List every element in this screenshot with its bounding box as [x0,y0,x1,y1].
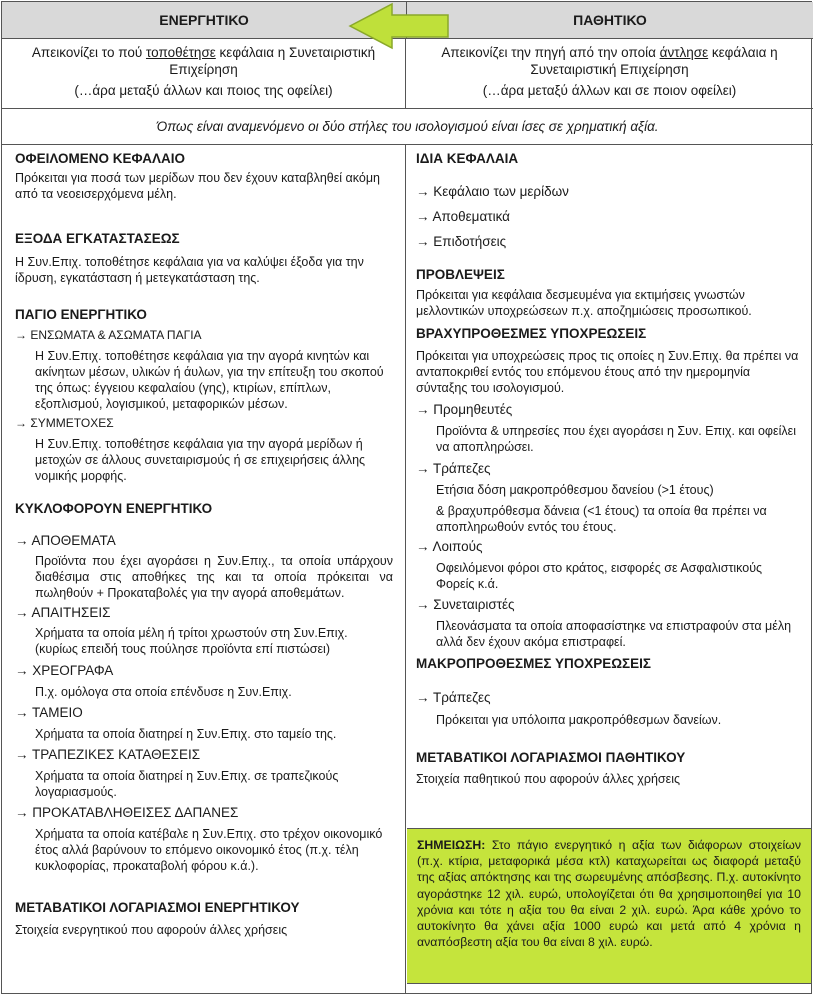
subsection-text: Η Συν.Επιχ. τοποθέτησε κεφάλαια για την αγορά μερίδων ή μετοχών σε άλλους συνεταιρισμούς ή σε επιχειρήσεις άλλης νομικής μορφής. [35,437,366,483]
section-title: ΜΕΤΑΒΑΤΙΚΟΙ ΛΟΓΑΡΙΑΣΜΟΙ ΕΝΕΡΓΗΤΙΚΟΥ [15,900,300,915]
list-item: → Κεφάλαιο των μερίδων [416,184,569,199]
subsection-title: → Λοιπούς [416,539,483,554]
section-title: ΠΡΟΒΛΕΨΕΙΣ [416,267,505,282]
green-left-arrow-icon [348,2,452,52]
list-item: → Αποθεματικά [416,209,510,224]
section-text: Πρόκειται για κεφάλαια δεσμευμένα για εκτιμήσεις γνωστών μελλοντικών υποχρεώσεων π.χ. αποζημιώσεις προσωπικού. [416,288,752,318]
subsection-text: Οφειλόμενοι φόροι στο κράτος, εισφορές σε Ασφαλιστικούς Φορείς κ.ά. [436,561,763,591]
section-title: ΙΔΙΑ ΚΕΦΑΛΑΙΑ [416,151,519,166]
liabilities-description-sub: (…άρα μεταξύ άλλων και σε ποιον οφείλει) [482,83,737,98]
subsection-text: Η Συν.Επιχ. τοποθέτησε κεφάλαια για την αγορά κινητών και ακίνητων μέσων, υλικών ή άυλων, για την επίτευξη του σκοπού της όπως: έγγειου κεφαλαίου (γης), κτιρίων, επίπλων, εξοπλισμού, λογισμικού, μεταφορικών μέσων. [35,349,384,411]
assets-description: Απεικονίζει το πού τοποθέτησε κεφάλαια η Συνεταιριστική Επιχείρηση (…άρα μεταξύ άλλων και ποιος της οφείλει) [2,38,406,108]
subsection-text: Π.χ. ομόλογα στα οποία επένδυσε η Συν.Επιχ. [35,685,292,699]
section-title: ΕΞΟΔΑ ΕΓΚΑΤΑΣΤΑΣΕΩΣ [15,231,180,246]
section-title: ΜΕΤΑΒΑΤΙΚΟΙ ΛΟΓΑΡΙΑΣΜΟΙ ΠΑΘΗΤΙΚΟΥ [416,750,686,765]
section-title: ΚΥΚΛΟΦΟΡΟΥΝ ΕΝΕΡΓΗΤΙΚΟ [15,501,213,516]
subsection-text: Ετήσια δόση μακροπρόθεσμου δανείου (>1 έτους) [436,483,714,497]
subsection-title: → ΤΡΑΠΕΖΙΚΕΣ ΚΑΤΑΘΕΣΕΙΣ [15,747,201,762]
subsection-title: → Τράπεζες [416,690,491,705]
section-text: Πρόκειται για υποχρεώσεις προς τις οποίες η Συν.Επιχ. θα πρέπει να ανταποκριθεί εντός του επόμενου έτους από την ημερομηνία σύνταξης του ισολογισμού. [416,349,799,395]
liabilities-description: Απεικονίζει την πηγή από την οποία άντλησε κεφάλαια η Συνεταιριστική Επιχείρηση (…άρα μεταξύ άλλων και σε ποιον οφείλει) [406,38,813,108]
section-text: Στοιχεία ενεργητικού που αφορούν άλλες χρήσεις [15,923,288,937]
subsection-text: Προϊόντα & υπηρεσίες που έχει αγοράσει η Συν. Επιχ. και οφείλει να αποπληρώσει. [436,424,796,454]
assets-header: ΕΝΕΡΓΗΤΙΚΟ [2,2,407,38]
subsection-text: Χρήματα τα οποία διατηρεί η Συν.Επιχ. σε τραπεζικούς λογαριασμούς. [35,769,339,799]
section-text: Στοιχεία παθητικού που αφορούν άλλες χρήσεις [416,772,681,786]
section-text: Πρόκειται για ποσά των μερίδων που δεν έχουν καταβληθεί ακόμη από τα νεοεισερχόμενα μέλη. [15,171,380,201]
subsection-title: → ΧΡΕΟΓΡΑΦΑ [15,663,114,678]
note-label: ΣΗΜΕΙΩΣΗ: [417,838,486,852]
subsection-title: → Προμηθευτές [416,402,513,417]
subsection-text: Χρήματα τα οποία κατέβαλε η Συν.Επιχ. στο τρέχον οικονομικό έτος αλλά βαρύνουν το επόμενο οικονομικό έτος (π.χ. τέλη κυκλοφορίας, προκαταβολή φόρου κ.ά.). [35,827,383,873]
assets-column [2,144,406,993]
section-title: ΟΦΕΙΛΟΜΕΝΟ ΚΕΦΑΛΑΙΟ [15,151,185,166]
section-text: Η Συν.Επιχ. τοποθέτησε κεφάλαια για να καλύψει έξοδα για την ίδρυση, εγκατάσταση ή μετεγκατάσταση της. [15,255,364,285]
underlined-word: τοποθέτησε [145,45,216,60]
subsection-title: → Τράπεζες [416,461,491,476]
liabilities-header: ΠΑΘΗΤΙΚΟ [407,2,813,38]
section-title: ΠΑΓΙΟ ΕΝΕΡΓΗΤΙΚΟ [15,307,147,322]
subsection-title: → ΣΥΜΜΕΤΟΧΕΣ [15,416,114,430]
balance-sheet-page [1,1,812,994]
subsection-title: → ΑΠΟΘΕΜΑΤΑ [15,533,116,548]
subsection-title: → ΑΠΑΙΤΗΣΕΙΣ [15,605,111,620]
subsection-text: Πλεονάσματα τα οποία αποφασίστηκε να επιστραφούν στα μέλη αλλά δεν έχουν ακόμα επιστραφεί. [436,619,792,649]
section-title: ΜΑΚΡΟΠΡΟΘΕΣΜΕΣ ΥΠΟΧΡΕΩΣΕΙΣ [416,656,652,671]
subsection-title: → ΠΡΟΚΑΤΑΒΛΗΘΕΙΣΕΣ ΔΑΠΑΝΕΣ [15,805,239,820]
subsection-text: Χρήματα τα οποία διατηρεί η Συν.Επιχ. στο ταμείο της. [35,727,337,741]
subsection-title: → ΤΑΜΕΙΟ [15,705,83,720]
note-text: Στο πάγιο ενεργητικό η αξία των διάφορων στοιχείων (π.χ. κτίρια, μεταφορικά μέσα κτλ) καταχωρείται ως διαφορά μεταξύ της αξίας απόκτησης και της σωρευμένης απόσβεσης. Π.χ. αυτοκίνητο αγοράστηκε 12 χιλ. ευρώ, υπολογίζεται ότι θα χρησιμοποιηθεί για 10 χρόνια και τότε η αξία του θα είναι 2 χιλ. ευρώ. Άρα κάθε χρόνο το αυτοκίνητο θα χάνει αξία 1000 ευρώ και μετά από 4 χρόνια η αναπόσβεστη αξία του θα είναι 8 χιλ. ευρώ. [417,838,801,950]
underlined-word: άντλησε [659,45,709,60]
subsection-text: Προϊόντα που έχει αγοράσει η Συν.Επιχ., τα οποία υπάρχουν διαθέσιμα στις αποθήκες της και τα οποία πρόκειται να πωληθούν + Προκαταβολές για την αγορά αποθεμάτων. [35,554,393,600]
list-item: → Επιδοτήσεις [416,234,507,249]
subsection-title: → ΕΝΣΩΜΑΤΑ & ΑΣΩΜΑΤΑ ΠΑΓΙΑ [15,328,202,342]
subsection-title: → Συνεταιριστές [416,597,515,612]
note-callout [407,828,811,984]
equality-note: Όπως είναι αναμενόμενο οι δύο στήλες του ισολογισμού είναι ίσες σε χρηματική αξία. [2,108,813,145]
subsection-text: & βραχυπρόθεσμα δάνεια (<1 έτους) τα οποία θα πρέπει να αποπληρωθούν εντός του έτους. [436,504,767,534]
subsection-text: Πρόκειται για υπόλοιπα μακροπρόθεσμων δανείων. [436,713,722,727]
subsection-text: Χρήματα τα οποία μέλη ή τρίτοι χρωστούν στη Συν.Επιχ. (κυρίως επειδή τους πούλησε προϊόντα επί πιστώσει) [35,626,348,656]
section-title: ΒΡΑΧΥΠΡΟΘΕΣΜΕΣ ΥΠΟΧΡΕΩΣΕΙΣ [416,326,647,341]
assets-description-sub: (…άρα μεταξύ άλλων και ποιος της οφείλει) [74,83,333,98]
